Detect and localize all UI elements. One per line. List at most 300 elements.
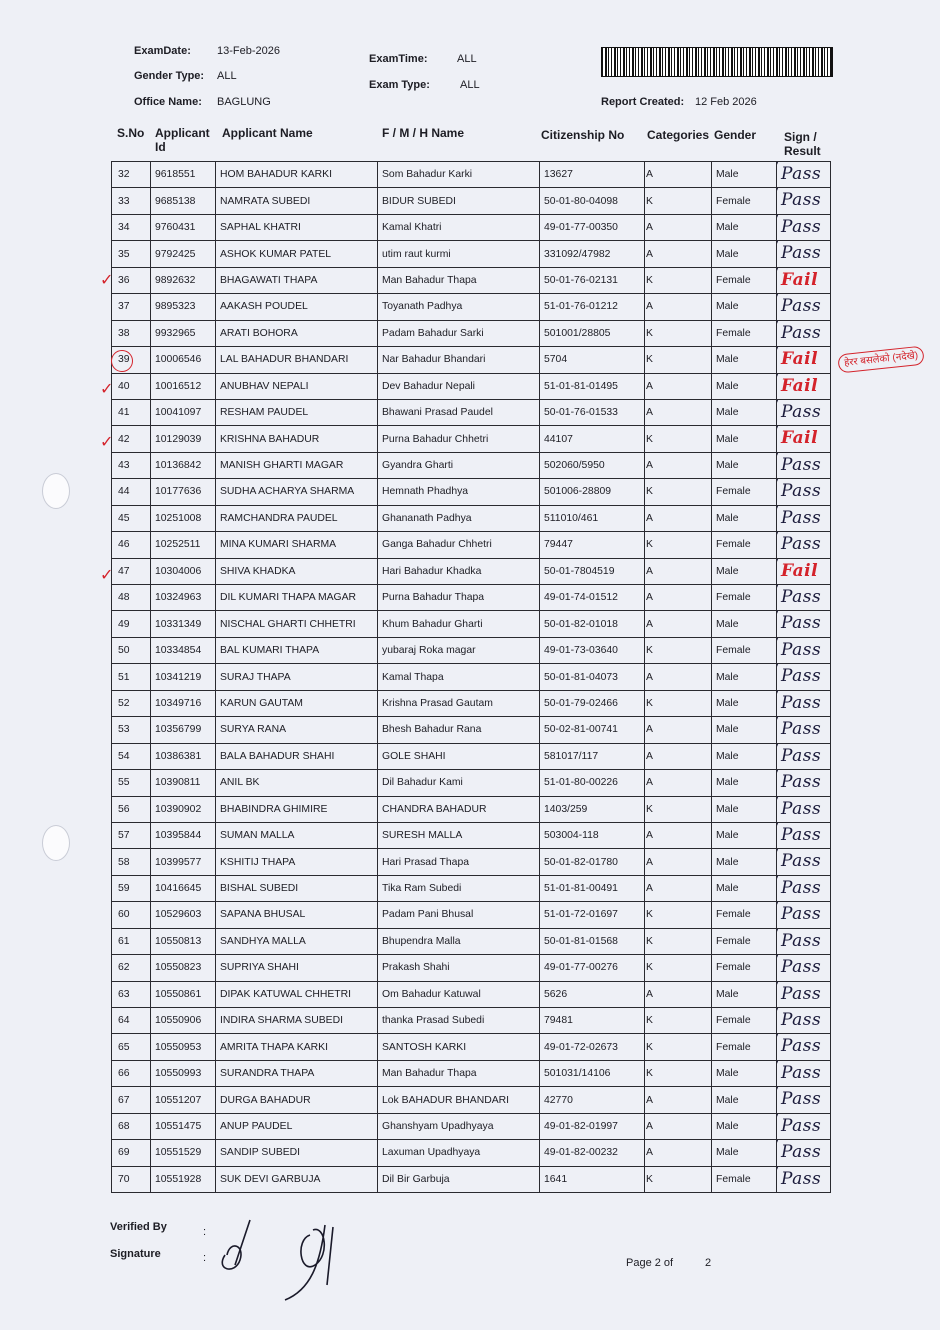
row-gender: Male bbox=[712, 664, 777, 690]
row-citizenship-no: 79447 bbox=[540, 532, 645, 558]
row-sno: 61 bbox=[112, 928, 151, 954]
signature-stroke bbox=[777, 822, 779, 848]
row-applicant-name: SAPANA BHUSAL bbox=[216, 902, 378, 928]
row-gender: Male bbox=[712, 558, 777, 584]
row-sign-result bbox=[777, 796, 831, 822]
row-sign-result bbox=[777, 320, 831, 346]
verified-by-label: Verified By bbox=[110, 1221, 167, 1233]
row-fmh-name: BIDUR SUBEDI bbox=[378, 188, 540, 214]
row-applicant-id: 9892632 bbox=[151, 267, 216, 293]
row-applicant-name: NISCHAL GHARTI CHHETRI bbox=[216, 611, 378, 637]
row-citizenship-no: 42770 bbox=[540, 1087, 645, 1113]
row-gender: Male bbox=[712, 1087, 777, 1113]
row-sign-result bbox=[777, 1060, 831, 1086]
row-category: A bbox=[645, 373, 712, 399]
row-citizenship-no: 49-01-73-03640 bbox=[540, 637, 645, 663]
row-category: A bbox=[645, 849, 712, 875]
row-sign-result bbox=[777, 373, 831, 399]
row-citizenship-no: 50-01-79-02466 bbox=[540, 690, 645, 716]
table-row bbox=[112, 479, 831, 505]
row-gender: Male bbox=[712, 1060, 777, 1086]
row-applicant-id: 9618551 bbox=[151, 162, 216, 188]
row-applicant-name: SHIVA KHADKA bbox=[216, 558, 378, 584]
signature-stroke bbox=[777, 1060, 779, 1086]
row-citizenship-no: 50-01-7804519 bbox=[540, 558, 645, 584]
signature-stroke bbox=[777, 1113, 779, 1139]
result-handwriting: Pass bbox=[781, 1010, 822, 1030]
row-sno: 34 bbox=[112, 214, 151, 240]
result-handwriting: Pass bbox=[781, 1089, 822, 1110]
row-sno: 54 bbox=[112, 743, 151, 769]
row-sign-result bbox=[777, 928, 831, 954]
report-created-label: Report Created: bbox=[601, 96, 685, 108]
row-applicant-name: SUDHA ACHARYA SHARMA bbox=[216, 479, 378, 505]
row-gender: Male bbox=[712, 875, 777, 901]
row-applicant-name: AAKASH POUDEL bbox=[216, 294, 378, 320]
row-category: K bbox=[645, 188, 712, 214]
row-applicant-id: 10551928 bbox=[151, 1166, 216, 1192]
signature-stroke bbox=[777, 162, 779, 188]
result-handwriting: Pass bbox=[781, 692, 822, 713]
row-sign-result bbox=[777, 875, 831, 901]
row-applicant-id: 10304006 bbox=[151, 558, 216, 584]
result-handwriting: Fail bbox=[781, 349, 819, 370]
signature-stroke bbox=[777, 902, 779, 928]
signature-stroke bbox=[777, 981, 779, 1007]
row-fmh-name: Bhupendra Malla bbox=[378, 928, 540, 954]
row-applicant-id: 10356799 bbox=[151, 717, 216, 743]
row-citizenship-no: 502060/5950 bbox=[540, 452, 645, 478]
red-check-mark: ✓ bbox=[100, 270, 114, 289]
row-fmh-name: Bhesh Bahadur Rana bbox=[378, 717, 540, 743]
row-sign-result bbox=[777, 717, 831, 743]
row-citizenship-no: 1641 bbox=[540, 1166, 645, 1192]
result-handwriting: Pass bbox=[781, 322, 822, 343]
row-applicant-id: 10341219 bbox=[151, 664, 216, 690]
row-gender: Male bbox=[712, 505, 777, 531]
row-gender: Female bbox=[712, 532, 777, 558]
table-row bbox=[112, 214, 831, 240]
signature-stroke bbox=[777, 214, 779, 240]
row-fmh-name: yubaraj Roka magar bbox=[378, 637, 540, 663]
row-fmh-name: Ghanshyam Upadhyaya bbox=[378, 1113, 540, 1139]
row-sign-result bbox=[777, 1008, 831, 1034]
row-sno: 44 bbox=[112, 479, 151, 505]
row-fmh-name: Kamal Thapa bbox=[378, 664, 540, 690]
result-handwriting: Fail bbox=[781, 428, 819, 449]
signature-stroke bbox=[777, 1166, 779, 1192]
barcode bbox=[601, 47, 833, 77]
signature-stroke bbox=[777, 955, 779, 981]
row-fmh-name: Dil Bir Garbuja bbox=[378, 1166, 540, 1192]
row-category: K bbox=[645, 1034, 712, 1060]
signature-stroke bbox=[777, 664, 779, 690]
exam-type-value: ALL bbox=[460, 79, 480, 91]
row-sign-result bbox=[777, 399, 831, 425]
row-applicant-name: BAL KUMARI THAPA bbox=[216, 637, 378, 663]
row-citizenship-no: 49-01-72-02673 bbox=[540, 1034, 645, 1060]
row-category: A bbox=[645, 743, 712, 769]
row-sno: 50 bbox=[112, 637, 151, 663]
row-applicant-name: RAMCHANDRA PAUDEL bbox=[216, 505, 378, 531]
row-citizenship-no: 51-01-81-00491 bbox=[540, 875, 645, 901]
signature-stroke bbox=[777, 875, 779, 901]
table-row bbox=[112, 743, 831, 769]
row-citizenship-no: 50-01-82-01018 bbox=[540, 611, 645, 637]
row-applicant-id: 10324963 bbox=[151, 585, 216, 611]
row-fmh-name: Hemnath Phadhya bbox=[378, 479, 540, 505]
row-citizenship-no: 51-01-76-01212 bbox=[540, 294, 645, 320]
row-sno: 37 bbox=[112, 294, 151, 320]
row-gender: Male bbox=[712, 214, 777, 240]
row-gender: Female bbox=[712, 1008, 777, 1034]
signature-stroke bbox=[777, 1140, 779, 1166]
row-sign-result bbox=[777, 770, 831, 796]
row-citizenship-no: 49-01-82-00232 bbox=[540, 1140, 645, 1166]
table-row bbox=[112, 1008, 831, 1034]
row-applicant-id: 9685138 bbox=[151, 188, 216, 214]
row-sno: 42 bbox=[112, 426, 151, 452]
row-gender: Male bbox=[712, 162, 777, 188]
row-applicant-id: 10251008 bbox=[151, 505, 216, 531]
row-applicant-id: 10006546 bbox=[151, 347, 216, 373]
signature-stroke bbox=[777, 373, 779, 399]
row-fmh-name: Nar Bahadur Bhandari bbox=[378, 347, 540, 373]
row-fmh-name: Som Bahadur Karki bbox=[378, 162, 540, 188]
row-sno: 56 bbox=[112, 796, 151, 822]
row-category: K bbox=[645, 902, 712, 928]
row-sno: 45 bbox=[112, 505, 151, 531]
row-sno: 51 bbox=[112, 664, 151, 690]
row-applicant-id: 10550953 bbox=[151, 1034, 216, 1060]
table-row bbox=[112, 373, 831, 399]
row-sno: 33 bbox=[112, 188, 151, 214]
signature-stroke bbox=[777, 294, 779, 320]
result-handwriting: Pass bbox=[781, 877, 822, 898]
row-citizenship-no: 501031/14106 bbox=[540, 1060, 645, 1086]
row-gender: Male bbox=[712, 426, 777, 452]
table-row bbox=[112, 188, 831, 214]
table-row bbox=[112, 637, 831, 663]
row-category: K bbox=[645, 1008, 712, 1034]
row-applicant-name: SURYA RANA bbox=[216, 717, 378, 743]
row-gender: Female bbox=[712, 479, 777, 505]
row-applicant-name: SURAJ THAPA bbox=[216, 664, 378, 690]
office-name-label: Office Name: bbox=[134, 96, 202, 108]
row-fmh-name: Hari Prasad Thapa bbox=[378, 849, 540, 875]
row-fmh-name: Tika Ram Subedi bbox=[378, 875, 540, 901]
row-applicant-id: 10551207 bbox=[151, 1087, 216, 1113]
row-sno: 32 bbox=[112, 162, 151, 188]
row-sno: 55 bbox=[112, 770, 151, 796]
row-gender: Female bbox=[712, 320, 777, 346]
result-handwriting: Pass bbox=[781, 164, 822, 184]
result-handwriting: Pass bbox=[781, 719, 822, 740]
table-row bbox=[112, 267, 831, 293]
row-citizenship-no: 5626 bbox=[540, 981, 645, 1007]
row-fmh-name: Om Bahadur Katuwal bbox=[378, 981, 540, 1007]
col-applicant-name: Applicant Name bbox=[222, 126, 313, 140]
table-row bbox=[112, 585, 831, 611]
row-category: A bbox=[645, 664, 712, 690]
row-applicant-name: DURGA BAHADUR bbox=[216, 1087, 378, 1113]
row-fmh-name: Padam Bahadur Sarki bbox=[378, 320, 540, 346]
row-fmh-name: thanka Prasad Subedi bbox=[378, 1008, 540, 1034]
row-category: K bbox=[645, 1060, 712, 1086]
row-gender: Female bbox=[712, 1166, 777, 1192]
signature-colon: : bbox=[203, 1252, 207, 1264]
table-row bbox=[112, 822, 831, 848]
row-citizenship-no: 501006-28809 bbox=[540, 479, 645, 505]
exam-time-value: ALL bbox=[457, 53, 477, 65]
row-category: A bbox=[645, 452, 712, 478]
row-category: A bbox=[645, 611, 712, 637]
row-sno: 49 bbox=[112, 611, 151, 637]
row-applicant-name: BHABINDRA GHIMIRE bbox=[216, 796, 378, 822]
signature-stroke bbox=[777, 770, 779, 796]
row-sno: 62 bbox=[112, 955, 151, 981]
row-gender: Male bbox=[712, 717, 777, 743]
row-sign-result bbox=[777, 294, 831, 320]
row-sno: 60 bbox=[112, 902, 151, 928]
page-total: 2 bbox=[705, 1257, 712, 1269]
row-applicant-id: 10252511 bbox=[151, 532, 216, 558]
row-citizenship-no: 5704 bbox=[540, 347, 645, 373]
signature-stroke bbox=[777, 1087, 779, 1113]
row-category: K bbox=[645, 1166, 712, 1192]
verified-by-colon: : bbox=[203, 1226, 207, 1238]
row-sign-result bbox=[777, 1087, 831, 1113]
row-gender: Female bbox=[712, 928, 777, 954]
row-applicant-name: ANUP PAUDEL bbox=[216, 1113, 378, 1139]
result-handwriting: Fail bbox=[781, 560, 819, 581]
row-citizenship-no: 50-01-76-02131 bbox=[540, 267, 645, 293]
row-applicant-id: 10136842 bbox=[151, 452, 216, 478]
row-fmh-name: Purna Bahadur Chhetri bbox=[378, 426, 540, 452]
row-sno: 66 bbox=[112, 1060, 151, 1086]
row-category: A bbox=[645, 1087, 712, 1113]
signature-stroke bbox=[777, 796, 779, 822]
result-handwriting: Pass bbox=[781, 772, 822, 793]
row-applicant-name: BISHAL SUBEDI bbox=[216, 875, 378, 901]
result-handwriting: Pass bbox=[781, 401, 822, 422]
row-fmh-name: Purna Bahadur Thapa bbox=[378, 585, 540, 611]
row-sno: 67 bbox=[112, 1087, 151, 1113]
table-row bbox=[112, 241, 831, 267]
row-applicant-name: SANDHYA MALLA bbox=[216, 928, 378, 954]
row-category: A bbox=[645, 875, 712, 901]
results-table bbox=[111, 161, 831, 1193]
row-citizenship-no: 50-02-81-00741 bbox=[540, 717, 645, 743]
row-applicant-id: 10529603 bbox=[151, 902, 216, 928]
row-applicant-name: SURANDRA THAPA bbox=[216, 1060, 378, 1086]
row-sno: 41 bbox=[112, 399, 151, 425]
row-category: A bbox=[645, 585, 712, 611]
row-category: A bbox=[645, 1140, 712, 1166]
row-citizenship-no: 1403/259 bbox=[540, 796, 645, 822]
signature-stroke bbox=[777, 558, 779, 584]
result-handwriting: Pass bbox=[781, 666, 822, 687]
signature-stroke bbox=[777, 320, 779, 346]
table-row bbox=[112, 902, 831, 928]
row-gender: Male bbox=[712, 611, 777, 637]
row-applicant-id: 9932965 bbox=[151, 320, 216, 346]
result-handwriting: Pass bbox=[781, 957, 822, 978]
row-category: A bbox=[645, 822, 712, 848]
row-fmh-name: Padam Pani Bhusal bbox=[378, 902, 540, 928]
result-handwriting: Pass bbox=[781, 798, 822, 819]
row-sign-result bbox=[777, 162, 831, 188]
table-row bbox=[112, 690, 831, 716]
row-gender: Male bbox=[712, 849, 777, 875]
signature-stroke bbox=[777, 532, 779, 558]
row-sign-result bbox=[777, 558, 831, 584]
row-sign-result bbox=[777, 426, 831, 452]
result-handwriting: Pass bbox=[781, 190, 822, 211]
row-category: K bbox=[645, 347, 712, 373]
result-handwriting: Pass bbox=[781, 639, 822, 660]
row-applicant-name: SUMAN MALLA bbox=[216, 822, 378, 848]
row-gender: Male bbox=[712, 690, 777, 716]
row-gender: Male bbox=[712, 1140, 777, 1166]
results-table-body bbox=[112, 162, 831, 1193]
row-applicant-id: 10016512 bbox=[151, 373, 216, 399]
row-sno: 40 bbox=[112, 373, 151, 399]
table-row bbox=[112, 1140, 831, 1166]
row-citizenship-no: 50-01-82-01780 bbox=[540, 849, 645, 875]
row-fmh-name: Man Bahadur Thapa bbox=[378, 1060, 540, 1086]
row-applicant-id: 10390902 bbox=[151, 796, 216, 822]
handwritten-signature bbox=[215, 1215, 355, 1305]
row-fmh-name: Kamal Khatri bbox=[378, 214, 540, 240]
row-category: K bbox=[645, 479, 712, 505]
table-row bbox=[112, 611, 831, 637]
row-sign-result bbox=[777, 1140, 831, 1166]
row-fmh-name: Toyanath Padhya bbox=[378, 294, 540, 320]
row-sign-result bbox=[777, 241, 831, 267]
red-check-mark: ✓ bbox=[100, 379, 114, 398]
col-categories: Categories bbox=[647, 128, 710, 142]
row-sign-result bbox=[777, 981, 831, 1007]
col-sno: S.No bbox=[117, 126, 145, 140]
table-row bbox=[112, 1060, 831, 1086]
result-handwriting: Pass bbox=[781, 243, 822, 264]
row-sign-result bbox=[777, 479, 831, 505]
row-sno: 69 bbox=[112, 1140, 151, 1166]
row-applicant-name: DIL KUMARI THAPA MAGAR bbox=[216, 585, 378, 611]
signature-stroke bbox=[777, 399, 779, 425]
table-row bbox=[112, 505, 831, 531]
signature-stroke bbox=[777, 585, 779, 611]
row-citizenship-no: 49-01-74-01512 bbox=[540, 585, 645, 611]
row-sign-result bbox=[777, 1166, 831, 1192]
result-handwriting: Pass bbox=[781, 534, 822, 555]
signature-stroke bbox=[777, 188, 779, 214]
result-handwriting: Pass bbox=[781, 454, 822, 475]
row-citizenship-no: 511010/461 bbox=[540, 505, 645, 531]
table-row bbox=[112, 955, 831, 981]
row-gender: Male bbox=[712, 981, 777, 1007]
row-sno: 36 bbox=[112, 267, 151, 293]
gender-type-label: Gender Type: bbox=[134, 70, 205, 82]
row-gender: Female bbox=[712, 267, 777, 293]
page-label: Page 2 of bbox=[626, 1257, 674, 1269]
row-citizenship-no: 51-01-72-01697 bbox=[540, 902, 645, 928]
row-category: A bbox=[645, 558, 712, 584]
row-citizenship-no: 49-01-82-01997 bbox=[540, 1113, 645, 1139]
row-applicant-name: BALA BAHADUR SHAHI bbox=[216, 743, 378, 769]
row-fmh-name: Ganga Bahadur Chhetri bbox=[378, 532, 540, 558]
table-row bbox=[112, 399, 831, 425]
row-applicant-name: AMRITA THAPA KARKI bbox=[216, 1034, 378, 1060]
row-applicant-id: 10334854 bbox=[151, 637, 216, 663]
row-fmh-name: Prakash Shahi bbox=[378, 955, 540, 981]
signature-stroke bbox=[777, 1008, 779, 1034]
row-fmh-name: Dev Bahadur Nepali bbox=[378, 373, 540, 399]
row-applicant-id: 10550861 bbox=[151, 981, 216, 1007]
row-category: K bbox=[645, 955, 712, 981]
row-citizenship-no: 50-01-81-04073 bbox=[540, 664, 645, 690]
row-fmh-name: Gyandra Gharti bbox=[378, 452, 540, 478]
signature-stroke bbox=[777, 1034, 779, 1060]
row-fmh-name: Laxuman Upadhyaya bbox=[378, 1140, 540, 1166]
row-sno: 43 bbox=[112, 452, 151, 478]
row-category: A bbox=[645, 505, 712, 531]
row-category: A bbox=[645, 1113, 712, 1139]
row-gender: Male bbox=[712, 770, 777, 796]
row-applicant-name: BHAGAWATI THAPA bbox=[216, 267, 378, 293]
result-handwriting: Pass bbox=[781, 1062, 822, 1083]
signature-label: Signature bbox=[110, 1248, 161, 1260]
row-sign-result bbox=[777, 743, 831, 769]
table-row bbox=[112, 981, 831, 1007]
row-applicant-name: HOM BAHADUR KARKI bbox=[216, 162, 378, 188]
handwritten-red-note: हेरर बसलेको (नदेखे) bbox=[837, 346, 925, 374]
table-row bbox=[112, 849, 831, 875]
row-gender: Female bbox=[712, 955, 777, 981]
gender-type-value: ALL bbox=[217, 70, 237, 82]
row-applicant-name: RESHAM PAUDEL bbox=[216, 399, 378, 425]
signature-stroke bbox=[777, 347, 779, 373]
signature-stroke bbox=[777, 743, 779, 769]
table-row bbox=[112, 558, 831, 584]
row-applicant-name: DIPAK KATUWAL CHHETRI bbox=[216, 981, 378, 1007]
row-sno: 35 bbox=[112, 241, 151, 267]
row-applicant-id: 10395844 bbox=[151, 822, 216, 848]
signature-stroke bbox=[777, 928, 779, 954]
row-fmh-name: utim raut kurmi bbox=[378, 241, 540, 267]
table-row bbox=[112, 347, 831, 373]
row-citizenship-no: 51-01-80-00226 bbox=[540, 770, 645, 796]
row-sno: 46 bbox=[112, 532, 151, 558]
red-check-mark: ✓ bbox=[100, 432, 114, 451]
row-applicant-name: SANDIP SUBEDI bbox=[216, 1140, 378, 1166]
result-handwriting: Pass bbox=[781, 216, 822, 237]
signature-stroke bbox=[777, 637, 779, 663]
row-applicant-id: 10551475 bbox=[151, 1113, 216, 1139]
table-row bbox=[112, 320, 831, 346]
signature-stroke bbox=[777, 479, 779, 505]
row-sno: 63 bbox=[112, 981, 151, 1007]
result-handwriting: Fail bbox=[781, 375, 819, 396]
result-handwriting: Fail bbox=[781, 269, 819, 290]
result-handwriting: Pass bbox=[781, 930, 822, 951]
row-sign-result bbox=[777, 690, 831, 716]
table-row bbox=[112, 532, 831, 558]
row-applicant-name: KARUN GAUTAM bbox=[216, 690, 378, 716]
row-citizenship-no: 503004-118 bbox=[540, 822, 645, 848]
row-applicant-name: MANISH GHARTI MAGAR bbox=[216, 452, 378, 478]
